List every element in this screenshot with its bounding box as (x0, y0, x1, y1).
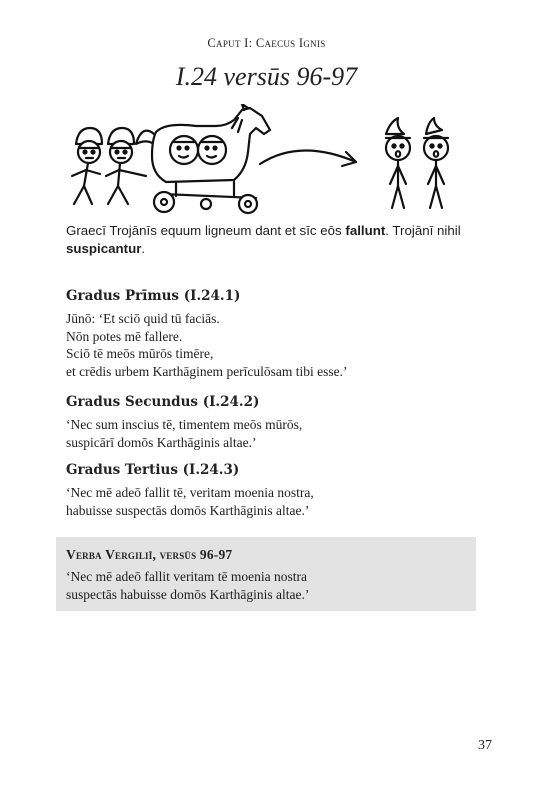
section-title: I.24 versūs 96-97 (175, 62, 358, 91)
intro-paragraph (66, 222, 476, 258)
verba-vergilii-box (56, 537, 476, 611)
gradus-line: et crēdis urbem Karthāginem perīculōsam tibi esse.’ (66, 363, 348, 379)
gradus-line: Nōn potes mē fallere. (66, 328, 183, 344)
gradus-line: Sciō tē meōs mūrōs timēre, (66, 346, 214, 361)
gradus-line: habuisse suspectās domōs Karthāginis altae.’ (66, 502, 310, 518)
intro-text: Graecī Trojānīs equum ligneum dant et sīc eōs (66, 223, 346, 238)
trojan-figure-icon (424, 118, 448, 208)
trojan-horse-illustration (66, 104, 466, 220)
gradus-line: Jūnō: ‘Et sciō quid tū faciās. (66, 311, 220, 326)
gradus-line: ‘Nec mē adeō fallit tē, veritam moenia nostra, (66, 485, 314, 500)
gradus-heading: Gradus Tertius (I.24.3) (66, 462, 240, 478)
verba-line: suspectās habuisse domōs Karthāginis altae.’ (66, 586, 310, 602)
gradus-heading: Gradus Prīmus (I.24.1) (66, 288, 241, 304)
gradus-line: suspicārī domōs Karthāginis altae.’ (66, 434, 257, 450)
gradus-heading: Gradus Secundus (I.24.2) (66, 394, 260, 410)
trojan-horse-icon (136, 104, 270, 213)
gradus-primus-section (66, 288, 476, 380)
keyword-suspicantur: suspicantur (66, 241, 142, 256)
intro-text: . (141, 241, 146, 256)
gradus-secundus-section (66, 394, 476, 451)
verba-line: ‘Nec mē adeō fallit veritam tē moenia nostra (66, 569, 308, 584)
greek-soldier-icon (72, 128, 102, 204)
keyword-fallunt: fallunt (345, 223, 386, 238)
arrow-icon (260, 150, 356, 166)
verba-heading: Verba Vergiliī, versūs 96-97 (66, 547, 233, 562)
page-number: 37 (478, 738, 492, 753)
intro-text: . Trojānī nihil (385, 223, 461, 238)
gradus-tertius-section (66, 462, 476, 519)
gradus-line: ‘Nec sum inscius tē, timentem meōs mūrōs, (66, 417, 303, 432)
running-head: Caput I: Caecus Ignis (207, 36, 326, 50)
trojan-figure-icon (386, 118, 410, 208)
